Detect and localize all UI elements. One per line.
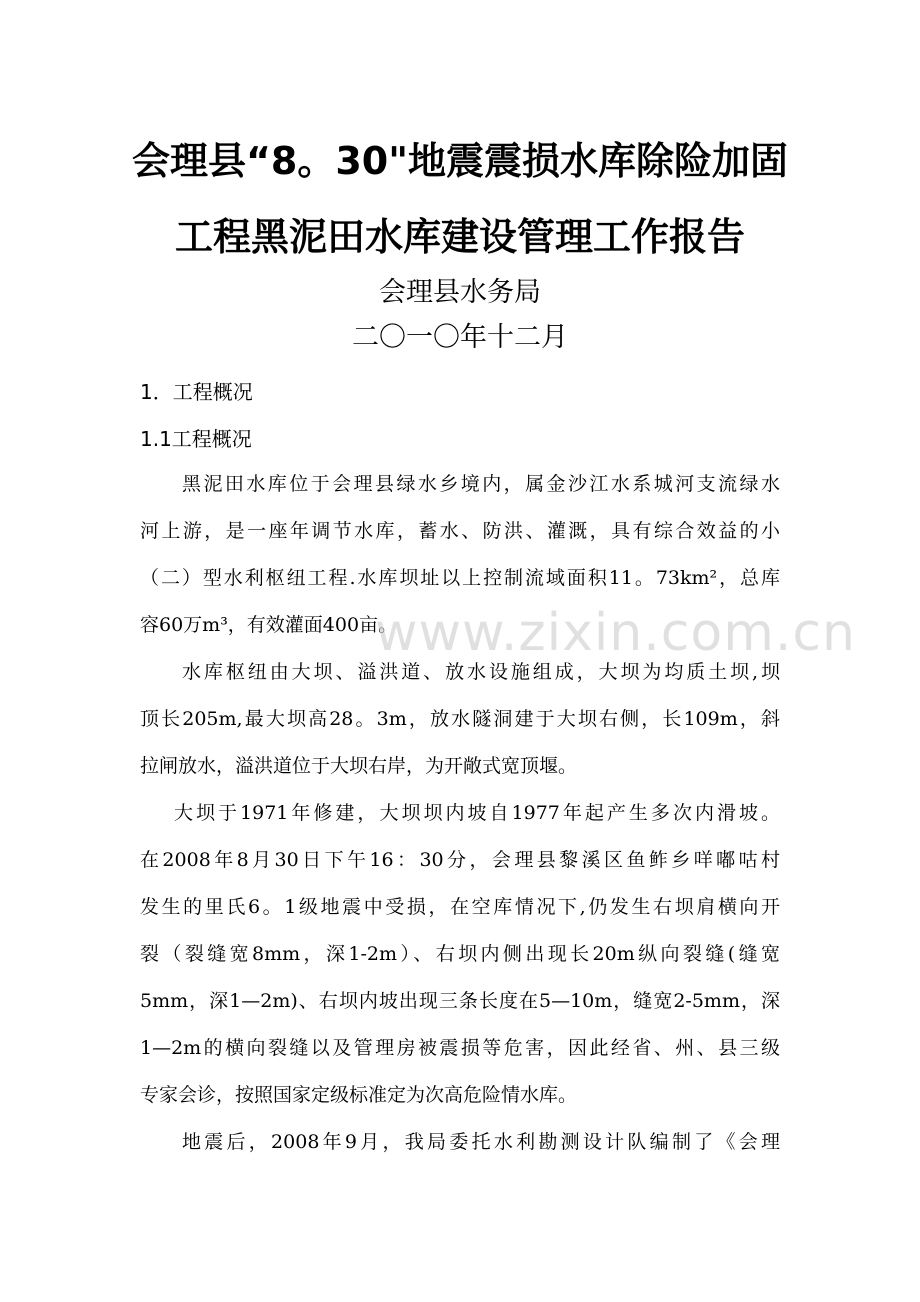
paragraph-2-line: 水库枢纽由大坝、溢洪道、放水设施组成，大坝为均质土坝,坝 [182, 661, 780, 683]
paragraph-3-line: 发生的里氏6。1级地震中受损，在空库情况下,仍发生右坝肩横向开 [140, 896, 780, 918]
paragraph-2-line: 拉闸放水，溢洪道位于大坝右岸，为开敞式宽顶堰。 [140, 755, 578, 777]
paragraph-3-line: 1—2m的横向裂缝以及管理房被震损等危害，因此经省、州、县三级 [140, 1037, 780, 1059]
document-title-line-2: 工程黑泥田水库建设管理工作报告 [174, 215, 745, 259]
section-heading-1-1: 1.1工程概况 [140, 427, 252, 451]
paragraph-3-line: 在2008年8月30日下午16：30分，会理县黎溪区鱼鲊乡咩嘟咕村 [140, 849, 780, 871]
document-date: 二〇一〇年十二月 [352, 322, 568, 353]
paragraph-3-line: 大坝于1971年修建，大坝坝内坡自1977年起产生多次内滑坡。 [174, 802, 780, 824]
section-heading-1: 1．工程概况 [140, 380, 253, 404]
paragraph-1-line: 容60万m³，有效灌面400亩。 [140, 614, 398, 636]
paragraph-3-line: 裂（裂缝宽8mm，深1-2m）、右坝内侧出现长20m纵向裂缝(缝宽 [140, 943, 780, 965]
paragraph-1-line: 河上游，是一座年调节水库，蓄水、防洪、灌溉，具有综合效益的小 [140, 520, 780, 542]
paragraph-1-line: （二）型水利枢纽工程.水库坝址以上控制流域面积11。73km²，总库 [140, 567, 780, 589]
paragraph-2-line: 顶长205m,最大坝高28。3m，放水隧洞建于大坝右侧，长109m，斜 [140, 708, 780, 730]
watermark-text: www.zixin.com.cn [375, 603, 856, 663]
paragraph-4-line: 地震后，2008年9月，我局委托水利勘测设计队编制了《会理 [182, 1131, 780, 1153]
paragraph-3-line: 5mm，深1—2m)、右坝内坡出现三条长度在5—10m，缝宽2-5mm，深 [140, 990, 780, 1012]
paragraph-1-line: 黑泥田水库位于会理县绿水乡境内，属金沙江水系城河支流绿水 [182, 473, 780, 495]
document-title-line-1: 会理县“8。30"地震震损水库除险加固 [131, 139, 789, 183]
document-author: 会理县水务局 [379, 277, 541, 308]
paragraph-3-line: 专家会诊，按照国家定级标准定为次高危险情水库。 [140, 1084, 578, 1106]
